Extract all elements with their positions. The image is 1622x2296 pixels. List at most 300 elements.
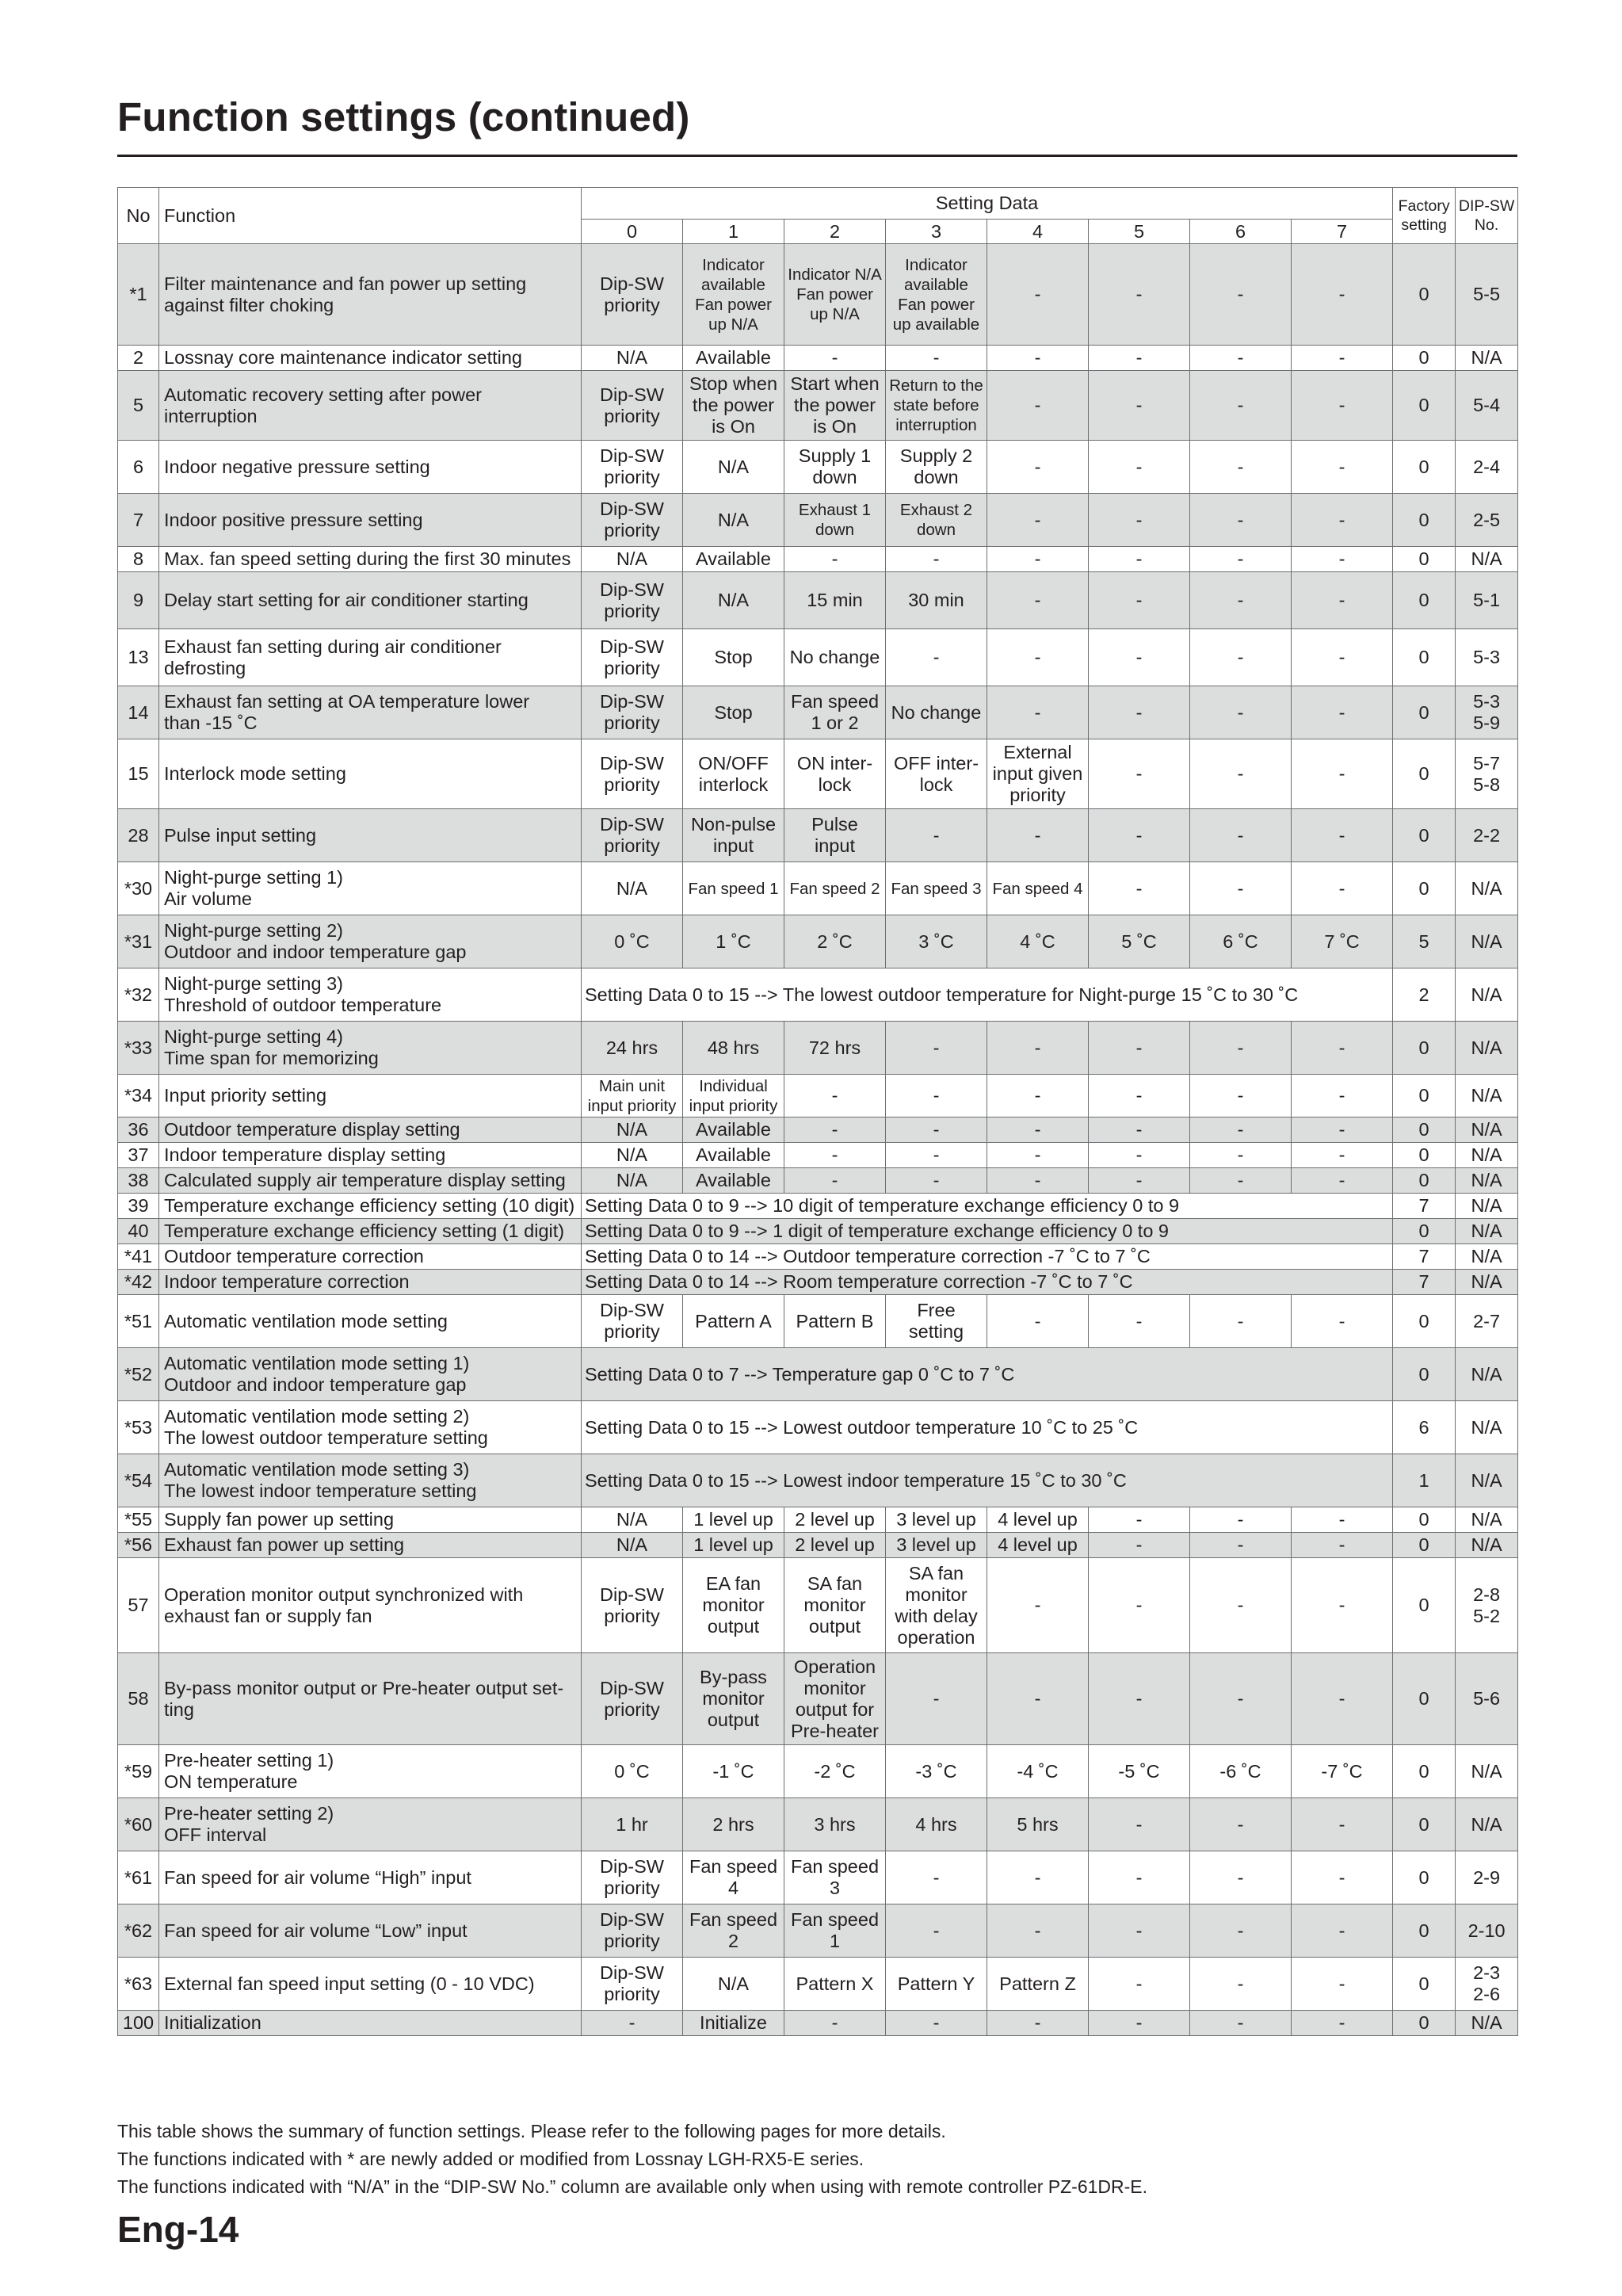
- header-dipsw-no: DIP-SW No.: [1456, 188, 1518, 244]
- setting-value-1: Pattern A: [683, 1295, 784, 1348]
- setting-value-7: 7 ˚C: [1292, 915, 1393, 968]
- setting-value-1: 1 level up: [683, 1507, 784, 1533]
- setting-value-7: -: [1292, 1904, 1393, 1958]
- setting-value-2: 15 min: [784, 572, 886, 629]
- factory-setting: 0: [1393, 1168, 1456, 1194]
- setting-value-7: -: [1292, 1533, 1393, 1558]
- function-name: Exhaust fan setting during air conditioner defrosting: [159, 629, 582, 686]
- setting-value-2: -: [784, 547, 886, 572]
- dipsw-number: 2-7: [1456, 1295, 1518, 1348]
- setting-value-4: -: [987, 346, 1089, 371]
- setting-value-7: -: [1292, 1558, 1393, 1653]
- setting-value-0: N/A: [582, 346, 683, 371]
- setting-value-6: -: [1190, 1798, 1292, 1851]
- setting-value-4: -: [987, 1295, 1089, 1348]
- row-number: 38: [118, 1168, 159, 1194]
- setting-value-1: Stop when the power is On: [683, 371, 784, 441]
- setting-value-1: Available: [683, 1168, 784, 1194]
- setting-value-7: -: [1292, 1851, 1393, 1904]
- setting-value-3: 30 min: [886, 572, 987, 629]
- setting-value-5: -: [1089, 1143, 1190, 1168]
- function-name: Temperature exchange efficiency setting (10 digit): [159, 1194, 582, 1219]
- setting-data-range: Setting Data 0 to 9 --> 10 digit of temperature exchange efficiency 0 to 9: [582, 1194, 1393, 1219]
- dipsw-number: N/A: [1456, 1454, 1518, 1507]
- function-name: Interlock mode setting: [159, 739, 582, 809]
- setting-value-2: Indicator N/A Fan power up N/A: [784, 244, 886, 346]
- setting-value-7: -: [1292, 1798, 1393, 1851]
- setting-value-6: -: [1190, 1904, 1292, 1958]
- setting-value-3: -: [886, 1653, 987, 1745]
- row-number: *56: [118, 1533, 159, 1558]
- factory-setting: 0: [1393, 371, 1456, 441]
- function-name: Exhaust fan setting at OA temperature lower than -15 ˚C: [159, 686, 582, 739]
- setting-value-5: -: [1089, 547, 1190, 572]
- setting-value-1: Available: [683, 1143, 784, 1168]
- setting-data-range: Setting Data 0 to 9 --> 1 digit of temperature exchange efficiency 0 to 9: [582, 1219, 1393, 1244]
- setting-value-2: -: [784, 346, 886, 371]
- factory-setting: 0: [1393, 739, 1456, 809]
- setting-value-1: N/A: [683, 494, 784, 547]
- setting-value-6: -: [1190, 1075, 1292, 1117]
- setting-value-3: -: [886, 1022, 987, 1075]
- row-number: 58: [118, 1653, 159, 1745]
- dipsw-number: N/A: [1456, 1507, 1518, 1533]
- function-name: Initialization: [159, 2011, 582, 2036]
- dipsw-number: 2-8 5-2: [1456, 1558, 1518, 1653]
- setting-value-2: Fan speed 2: [784, 862, 886, 915]
- dipsw-number: 2-2: [1456, 809, 1518, 862]
- dipsw-number: N/A: [1456, 1270, 1518, 1295]
- setting-value-3: No change: [886, 686, 987, 739]
- row-number: 7: [118, 494, 159, 547]
- setting-value-4: -: [987, 629, 1089, 686]
- dipsw-number: N/A: [1456, 1219, 1518, 1244]
- setting-value-3: Supply 2 down: [886, 441, 987, 494]
- factory-setting: 0: [1393, 686, 1456, 739]
- factory-setting: 2: [1393, 968, 1456, 1022]
- setting-value-4: -: [987, 1558, 1089, 1653]
- setting-value-2: -: [784, 1143, 886, 1168]
- setting-value-5: -: [1089, 686, 1190, 739]
- row-number: 9: [118, 572, 159, 629]
- setting-value-4: Fan speed 4: [987, 862, 1089, 915]
- setting-value-0: Dip-SW priority: [582, 739, 683, 809]
- row-number: *60: [118, 1798, 159, 1851]
- setting-value-4: -: [987, 441, 1089, 494]
- setting-value-1: -1 ˚C: [683, 1745, 784, 1798]
- setting-value-2: -: [784, 1117, 886, 1143]
- setting-value-0: Dip-SW priority: [582, 572, 683, 629]
- row-number: *34: [118, 1075, 159, 1117]
- setting-value-0: Dip-SW priority: [582, 1558, 683, 1653]
- setting-value-0: Dip-SW priority: [582, 494, 683, 547]
- setting-value-6: -: [1190, 1507, 1292, 1533]
- factory-setting: 0: [1393, 547, 1456, 572]
- setting-value-6: -: [1190, 572, 1292, 629]
- factory-setting: 0: [1393, 1745, 1456, 1798]
- setting-value-5: -: [1089, 1533, 1190, 1558]
- setting-value-4: -4 ˚C: [987, 1745, 1089, 1798]
- setting-value-7: -: [1292, 1075, 1393, 1117]
- setting-value-1: Initialize: [683, 2011, 784, 2036]
- header-col-6: 6: [1190, 220, 1292, 244]
- setting-value-4: -: [987, 809, 1089, 862]
- factory-setting: 7: [1393, 1244, 1456, 1270]
- factory-setting: 0: [1393, 1348, 1456, 1401]
- setting-value-1: Individual input priority: [683, 1075, 784, 1117]
- function-name: Indoor temperature correction: [159, 1270, 582, 1295]
- setting-data-range: Setting Data 0 to 14 --> Room temperature correction -7 ˚C to 7 ˚C: [582, 1270, 1393, 1295]
- row-number: 36: [118, 1117, 159, 1143]
- function-settings-table: [117, 187, 1518, 2036]
- dipsw-number: 5-3 5-9: [1456, 686, 1518, 739]
- setting-value-4: 4 ˚C: [987, 915, 1089, 968]
- setting-value-0: Dip-SW priority: [582, 686, 683, 739]
- function-name: Automatic ventilation mode setting 1) Outdoor and indoor temperature gap: [159, 1348, 582, 1401]
- function-name: By-pass monitor output or Pre-heater output set- ting: [159, 1653, 582, 1745]
- setting-value-0: N/A: [582, 1507, 683, 1533]
- dipsw-number: N/A: [1456, 1143, 1518, 1168]
- setting-value-7: -: [1292, 346, 1393, 371]
- setting-value-0: Dip-SW priority: [582, 441, 683, 494]
- setting-value-5: -: [1089, 494, 1190, 547]
- setting-value-0: 0 ˚C: [582, 1745, 683, 1798]
- factory-setting: 0: [1393, 862, 1456, 915]
- setting-value-7: -: [1292, 244, 1393, 346]
- setting-value-6: -: [1190, 494, 1292, 547]
- function-name: Pre-heater setting 1) ON temperature: [159, 1745, 582, 1798]
- header-col-4: 4: [987, 220, 1089, 244]
- header-factory-setting: Factory setting: [1393, 188, 1456, 244]
- factory-setting: 0: [1393, 1798, 1456, 1851]
- setting-value-7: -: [1292, 572, 1393, 629]
- table-row: [118, 915, 1518, 968]
- setting-value-1: Non-pulse input: [683, 809, 784, 862]
- setting-value-0: Dip-SW priority: [582, 1851, 683, 1904]
- table-row: [118, 572, 1518, 629]
- setting-value-6: -: [1190, 1958, 1292, 2011]
- function-name: Outdoor temperature display setting: [159, 1117, 582, 1143]
- setting-value-3: -3 ˚C: [886, 1745, 987, 1798]
- factory-setting: 0: [1393, 244, 1456, 346]
- setting-value-4: -: [987, 686, 1089, 739]
- setting-value-2: -: [784, 1075, 886, 1117]
- table-row: [118, 739, 1518, 809]
- row-number: 14: [118, 686, 159, 739]
- table-row: [118, 1533, 1518, 1558]
- setting-value-3: -: [886, 2011, 987, 2036]
- setting-value-7: -: [1292, 1958, 1393, 2011]
- setting-value-4: -: [987, 1117, 1089, 1143]
- factory-setting: 0: [1393, 1904, 1456, 1958]
- row-number: 37: [118, 1143, 159, 1168]
- function-name: Night-purge setting 4) Time span for memorizing: [159, 1022, 582, 1075]
- setting-value-7: -: [1292, 809, 1393, 862]
- row-number: *55: [118, 1507, 159, 1533]
- setting-value-6: -: [1190, 1653, 1292, 1745]
- setting-value-6: -: [1190, 809, 1292, 862]
- function-name: Automatic recovery setting after power interruption: [159, 371, 582, 441]
- dipsw-number: 2-4: [1456, 441, 1518, 494]
- dipsw-number: 2-9: [1456, 1851, 1518, 1904]
- setting-value-5: -: [1089, 1022, 1190, 1075]
- setting-value-3: -: [886, 547, 987, 572]
- setting-value-0: Dip-SW priority: [582, 629, 683, 686]
- footnote-na-remote: The functions indicated with “N/A” in the “DIP-SW No.” column are available only when using with remote controller PZ-61DR-E.: [117, 2176, 1148, 2197]
- setting-value-6: -: [1190, 547, 1292, 572]
- setting-value-3: 3 ˚C: [886, 915, 987, 968]
- setting-value-1: Stop: [683, 686, 784, 739]
- setting-value-0: Dip-SW priority: [582, 1958, 683, 2011]
- table-row: [118, 371, 1518, 441]
- table-row: [118, 686, 1518, 739]
- setting-value-5: -: [1089, 1117, 1190, 1143]
- setting-value-6: -: [1190, 1533, 1292, 1558]
- setting-value-2: 2 level up: [784, 1507, 886, 1533]
- factory-setting: 0: [1393, 2011, 1456, 2036]
- setting-value-4: External input given priority: [987, 739, 1089, 809]
- setting-value-0: 0 ˚C: [582, 915, 683, 968]
- setting-value-7: -: [1292, 862, 1393, 915]
- table-row: [118, 1904, 1518, 1958]
- setting-value-5: -5 ˚C: [1089, 1745, 1190, 1798]
- setting-value-7: -: [1292, 629, 1393, 686]
- row-number: 15: [118, 739, 159, 809]
- dipsw-number: N/A: [1456, 915, 1518, 968]
- setting-value-3: Return to the state before interruption: [886, 371, 987, 441]
- setting-value-5: -: [1089, 1653, 1190, 1745]
- table-row: [118, 1117, 1518, 1143]
- dipsw-number: N/A: [1456, 1401, 1518, 1454]
- setting-value-5: 5 ˚C: [1089, 915, 1190, 968]
- setting-value-5: -: [1089, 809, 1190, 862]
- setting-value-4: -: [987, 244, 1089, 346]
- setting-value-7: -: [1292, 371, 1393, 441]
- header-col-2: 2: [784, 220, 886, 244]
- function-name: Automatic ventilation mode setting: [159, 1295, 582, 1348]
- setting-value-6: -: [1190, 1295, 1292, 1348]
- setting-value-3: Exhaust 2 down: [886, 494, 987, 547]
- setting-value-0: Dip-SW priority: [582, 809, 683, 862]
- setting-value-4: 4 level up: [987, 1533, 1089, 1558]
- table-row: [118, 1745, 1518, 1798]
- table-body: [118, 244, 1518, 2036]
- setting-value-2: Operation monitor output for Pre-heater: [784, 1653, 886, 1745]
- header-col-7: 7: [1292, 220, 1393, 244]
- function-name: Max. fan speed setting during the first 30 minutes: [159, 547, 582, 572]
- dipsw-number: 5-3: [1456, 629, 1518, 686]
- setting-value-1: N/A: [683, 441, 784, 494]
- factory-setting: 0: [1393, 1022, 1456, 1075]
- setting-value-5: -: [1089, 739, 1190, 809]
- factory-setting: 5: [1393, 915, 1456, 968]
- setting-value-7: -: [1292, 1168, 1393, 1194]
- dipsw-number: N/A: [1456, 1117, 1518, 1143]
- setting-value-4: -: [987, 2011, 1089, 2036]
- dipsw-number: 5-1: [1456, 572, 1518, 629]
- header-setting-data: Setting Data: [582, 188, 1393, 220]
- setting-value-5: -: [1089, 1295, 1190, 1348]
- row-number: *51: [118, 1295, 159, 1348]
- table-row: [118, 1653, 1518, 1745]
- table-row: [118, 1348, 1518, 1401]
- setting-value-1: Available: [683, 346, 784, 371]
- setting-value-6: -: [1190, 441, 1292, 494]
- setting-value-3: 3 level up: [886, 1533, 987, 1558]
- factory-setting: 0: [1393, 1851, 1456, 1904]
- table-row: [118, 1143, 1518, 1168]
- factory-setting: 0: [1393, 441, 1456, 494]
- setting-value-6: -: [1190, 862, 1292, 915]
- setting-value-3: -: [886, 1168, 987, 1194]
- setting-value-1: 48 hrs: [683, 1022, 784, 1075]
- setting-value-4: -: [987, 1168, 1089, 1194]
- function-name: Exhaust fan power up setting: [159, 1533, 582, 1558]
- setting-value-4: -: [987, 1904, 1089, 1958]
- setting-value-7: -: [1292, 441, 1393, 494]
- factory-setting: 0: [1393, 346, 1456, 371]
- setting-value-0: Dip-SW priority: [582, 1295, 683, 1348]
- setting-value-5: -: [1089, 1558, 1190, 1653]
- setting-value-5: -: [1089, 1798, 1190, 1851]
- setting-value-6: -: [1190, 1168, 1292, 1194]
- row-number: *61: [118, 1851, 159, 1904]
- header-no: No: [118, 188, 159, 244]
- table-row: [118, 244, 1518, 346]
- setting-value-1: EA fan monitor output: [683, 1558, 784, 1653]
- row-number: *63: [118, 1958, 159, 2011]
- setting-value-4: -: [987, 1653, 1089, 1745]
- setting-value-3: -: [886, 1904, 987, 1958]
- factory-setting: 0: [1393, 1219, 1456, 1244]
- dipsw-number: 5-5: [1456, 244, 1518, 346]
- factory-setting: 0: [1393, 1558, 1456, 1653]
- table-row: [118, 1075, 1518, 1117]
- setting-value-7: -: [1292, 1295, 1393, 1348]
- setting-value-3: 3 level up: [886, 1507, 987, 1533]
- setting-value-6: -: [1190, 1851, 1292, 1904]
- setting-value-4: -: [987, 1143, 1089, 1168]
- function-name: Fan speed for air volume “Low” input: [159, 1904, 582, 1958]
- header-col-5: 5: [1089, 220, 1190, 244]
- setting-value-2: 2 ˚C: [784, 915, 886, 968]
- setting-value-7: -: [1292, 547, 1393, 572]
- setting-value-6: -: [1190, 1143, 1292, 1168]
- table-row: [118, 1558, 1518, 1653]
- setting-value-0: 24 hrs: [582, 1022, 683, 1075]
- footnote-summary: This table shows the summary of function settings. Please refer to the following pages for more details.: [117, 2121, 946, 2141]
- dipsw-number: 2-5: [1456, 494, 1518, 547]
- setting-value-4: 4 level up: [987, 1507, 1089, 1533]
- setting-value-6: -: [1190, 2011, 1292, 2036]
- factory-setting: 6: [1393, 1401, 1456, 1454]
- setting-value-2: Supply 1 down: [784, 441, 886, 494]
- setting-value-7: -: [1292, 2011, 1393, 2036]
- setting-value-7: -: [1292, 494, 1393, 547]
- setting-value-3: Pattern Y: [886, 1958, 987, 2011]
- row-number: *52: [118, 1348, 159, 1401]
- setting-value-1: Available: [683, 547, 784, 572]
- setting-data-range: Setting Data 0 to 14 --> Outdoor temperature correction -7 ˚C to 7 ˚C: [582, 1244, 1393, 1270]
- setting-value-6: -: [1190, 629, 1292, 686]
- table-row: [118, 862, 1518, 915]
- setting-value-2: No change: [784, 629, 886, 686]
- row-number: 40: [118, 1219, 159, 1244]
- dipsw-number: N/A: [1456, 862, 1518, 915]
- setting-value-2: 3 hrs: [784, 1798, 886, 1851]
- factory-setting: 0: [1393, 809, 1456, 862]
- row-number: 57: [118, 1558, 159, 1653]
- function-name: Indoor negative pressure setting: [159, 441, 582, 494]
- table-row: [118, 809, 1518, 862]
- table-row: [118, 968, 1518, 1022]
- setting-value-1: By-pass monitor output: [683, 1653, 784, 1745]
- setting-value-1: 1 ˚C: [683, 915, 784, 968]
- row-number: 2: [118, 346, 159, 371]
- setting-value-5: -: [1089, 1904, 1190, 1958]
- table-row: [118, 1401, 1518, 1454]
- table-row: [118, 1798, 1518, 1851]
- row-number: 6: [118, 441, 159, 494]
- setting-value-0: Dip-SW priority: [582, 1653, 683, 1745]
- row-number: 39: [118, 1194, 159, 1219]
- setting-value-2: Start when the power is On: [784, 371, 886, 441]
- function-name: Delay start setting for air conditioner starting: [159, 572, 582, 629]
- footnotes: [117, 2118, 1147, 2201]
- factory-setting: 1: [1393, 1454, 1456, 1507]
- table-row: [118, 1507, 1518, 1533]
- row-number: *41: [118, 1244, 159, 1270]
- setting-value-7: -: [1292, 1117, 1393, 1143]
- dipsw-number: 5-7 5-8: [1456, 739, 1518, 809]
- dipsw-number: 5-4: [1456, 371, 1518, 441]
- setting-value-5: -: [1089, 862, 1190, 915]
- setting-value-2: -: [784, 1168, 886, 1194]
- setting-data-range: Setting Data 0 to 15 --> The lowest outdoor temperature for Night-purge 15 ˚C to 30 ˚C: [582, 968, 1393, 1022]
- setting-value-6: -6 ˚C: [1190, 1745, 1292, 1798]
- setting-value-3: Free setting: [886, 1295, 987, 1348]
- setting-value-7: -: [1292, 739, 1393, 809]
- row-number: *33: [118, 1022, 159, 1075]
- dipsw-number: 5-6: [1456, 1653, 1518, 1745]
- dipsw-number: N/A: [1456, 1075, 1518, 1117]
- table-row: [118, 1194, 1518, 1219]
- setting-value-1: N/A: [683, 572, 784, 629]
- function-name: Fan speed for air volume “High” input: [159, 1851, 582, 1904]
- row-number: *32: [118, 968, 159, 1022]
- factory-setting: 0: [1393, 1507, 1456, 1533]
- row-number: *59: [118, 1745, 159, 1798]
- setting-value-2: -: [784, 2011, 886, 2036]
- setting-value-2: Fan speed 1: [784, 1904, 886, 1958]
- setting-value-1: Fan speed 4: [683, 1851, 784, 1904]
- header-col-3: 3: [886, 220, 987, 244]
- setting-value-1: Stop: [683, 629, 784, 686]
- setting-value-0: N/A: [582, 1117, 683, 1143]
- row-number: *53: [118, 1401, 159, 1454]
- row-number: *54: [118, 1454, 159, 1507]
- factory-setting: 0: [1393, 1117, 1456, 1143]
- function-name: Temperature exchange efficiency setting (1 digit): [159, 1219, 582, 1244]
- function-name: Pre-heater setting 2) OFF interval: [159, 1798, 582, 1851]
- row-number: 8: [118, 547, 159, 572]
- table-row: [118, 441, 1518, 494]
- table-row: [118, 1244, 1518, 1270]
- dipsw-number: N/A: [1456, 1348, 1518, 1401]
- function-name: Input priority setting: [159, 1075, 582, 1117]
- setting-value-5: -: [1089, 1168, 1190, 1194]
- setting-value-0: N/A: [582, 1168, 683, 1194]
